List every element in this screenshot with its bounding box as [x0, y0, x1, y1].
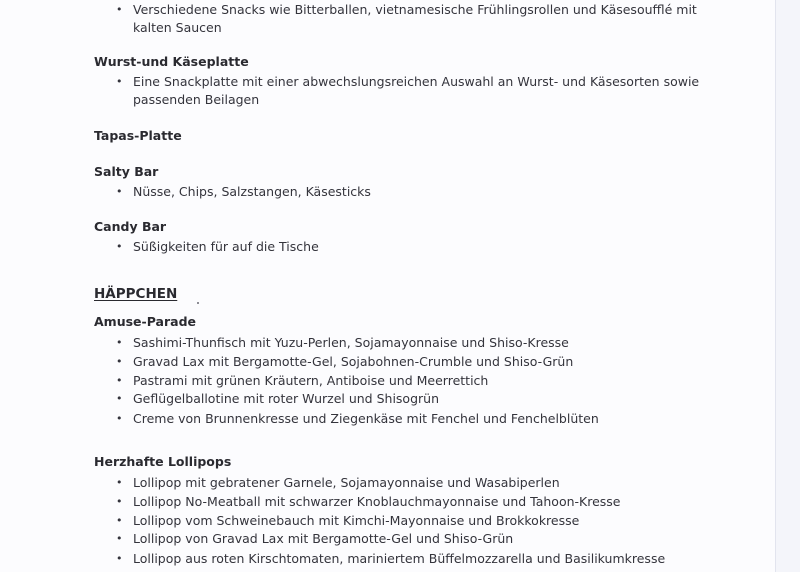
heading-salty-bar: Salty Bar [94, 164, 159, 179]
list-item [110, 474, 710, 492]
list-item-text: Geflügelballotine mit roter Wurzel und Shisogrün [133, 391, 439, 406]
list-item [110, 183, 710, 201]
bullet: • [116, 552, 123, 565]
list-item [110, 550, 710, 568]
bullet: • [116, 3, 123, 16]
list-item [110, 1, 710, 37]
bullet: • [116, 355, 123, 368]
heading-candy-bar: Candy Bar [94, 219, 167, 234]
scan-speck [197, 302, 199, 304]
bullet: • [116, 392, 123, 405]
list-item [110, 512, 710, 530]
section-title-haeppchen: HÄPPCHEN [94, 286, 178, 302]
bullet: • [116, 495, 123, 508]
list-item-text: Creme von Brunnenkresse und Ziegenkäse mit Fenchel und Fenchelblüten [133, 411, 599, 426]
list-item [110, 530, 710, 548]
list-item [110, 372, 710, 390]
list-item-text: Lollipop mit gebratener Garnele, Sojamayonnaise und Wasabiperlen [133, 475, 560, 490]
list-item-text: Lollipop aus roten Kirschtomaten, mariniertem Büffelmozzarella und Basilikumkresse [133, 551, 666, 566]
list-item [110, 238, 710, 256]
list-item [110, 493, 710, 511]
list-item-text: Sashimi-Thunfisch mit Yuzu-Perlen, Sojamayonnaise und Shiso-Kresse [133, 335, 569, 350]
list-item-text: Pastrami mit grünen Kräutern, Antiboise und Meerrettich [133, 373, 489, 388]
list-item-text: Süßigkeiten für auf die Tische [133, 239, 319, 254]
list-item [110, 410, 710, 428]
list-item-text: Eine Snackplatte mit einer abwechslungsreichen Auswahl an Wurst- und Käsesorten sowie passenden Beilagen [133, 74, 700, 107]
heading-amuse-parade: Amuse-Parade [94, 314, 196, 329]
bullet: • [116, 374, 123, 387]
bullet: • [116, 185, 123, 198]
list-item-text: Lollipop No-Meatball mit schwarzer Knoblauchmayonnaise und Tahoon-Kresse [133, 494, 621, 509]
bullet: • [116, 532, 123, 545]
bullet: • [116, 75, 123, 88]
list-item [110, 353, 710, 371]
list-item-text: Lollipop von Gravad Lax mit Bergamotte-Gel und Shiso-Grün [133, 531, 514, 546]
list-item [110, 334, 710, 352]
bullet: • [116, 240, 123, 253]
list-item [110, 390, 710, 408]
list-item [110, 73, 710, 109]
bullet: • [116, 476, 123, 489]
bullet: • [116, 514, 123, 527]
list-item-text: Nüsse, Chips, Salzstangen, Käsesticks [133, 184, 371, 199]
heading-herzhafte-lollipops: Herzhafte Lollipops [94, 454, 232, 469]
bullet: • [116, 336, 123, 349]
list-item-text: Lollipop vom Schweinebauch mit Kimchi-Mayonnaise und Brokkokresse [133, 513, 580, 528]
heading-wurst-kaese: Wurst-und Käseplatte [94, 54, 249, 69]
heading-tapas: Tapas-Platte [94, 128, 182, 143]
bullet: • [116, 412, 123, 425]
list-item-text: Gravad Lax mit Bergamotte-Gel, Sojabohnen-Crumble und Shiso-Grün [133, 354, 574, 369]
list-item-text: Verschiedene Snacks wie Bitterballen, vietnamesische Frühlingsrollen und Käsesoufflé mit kalten Saucen [133, 2, 697, 35]
